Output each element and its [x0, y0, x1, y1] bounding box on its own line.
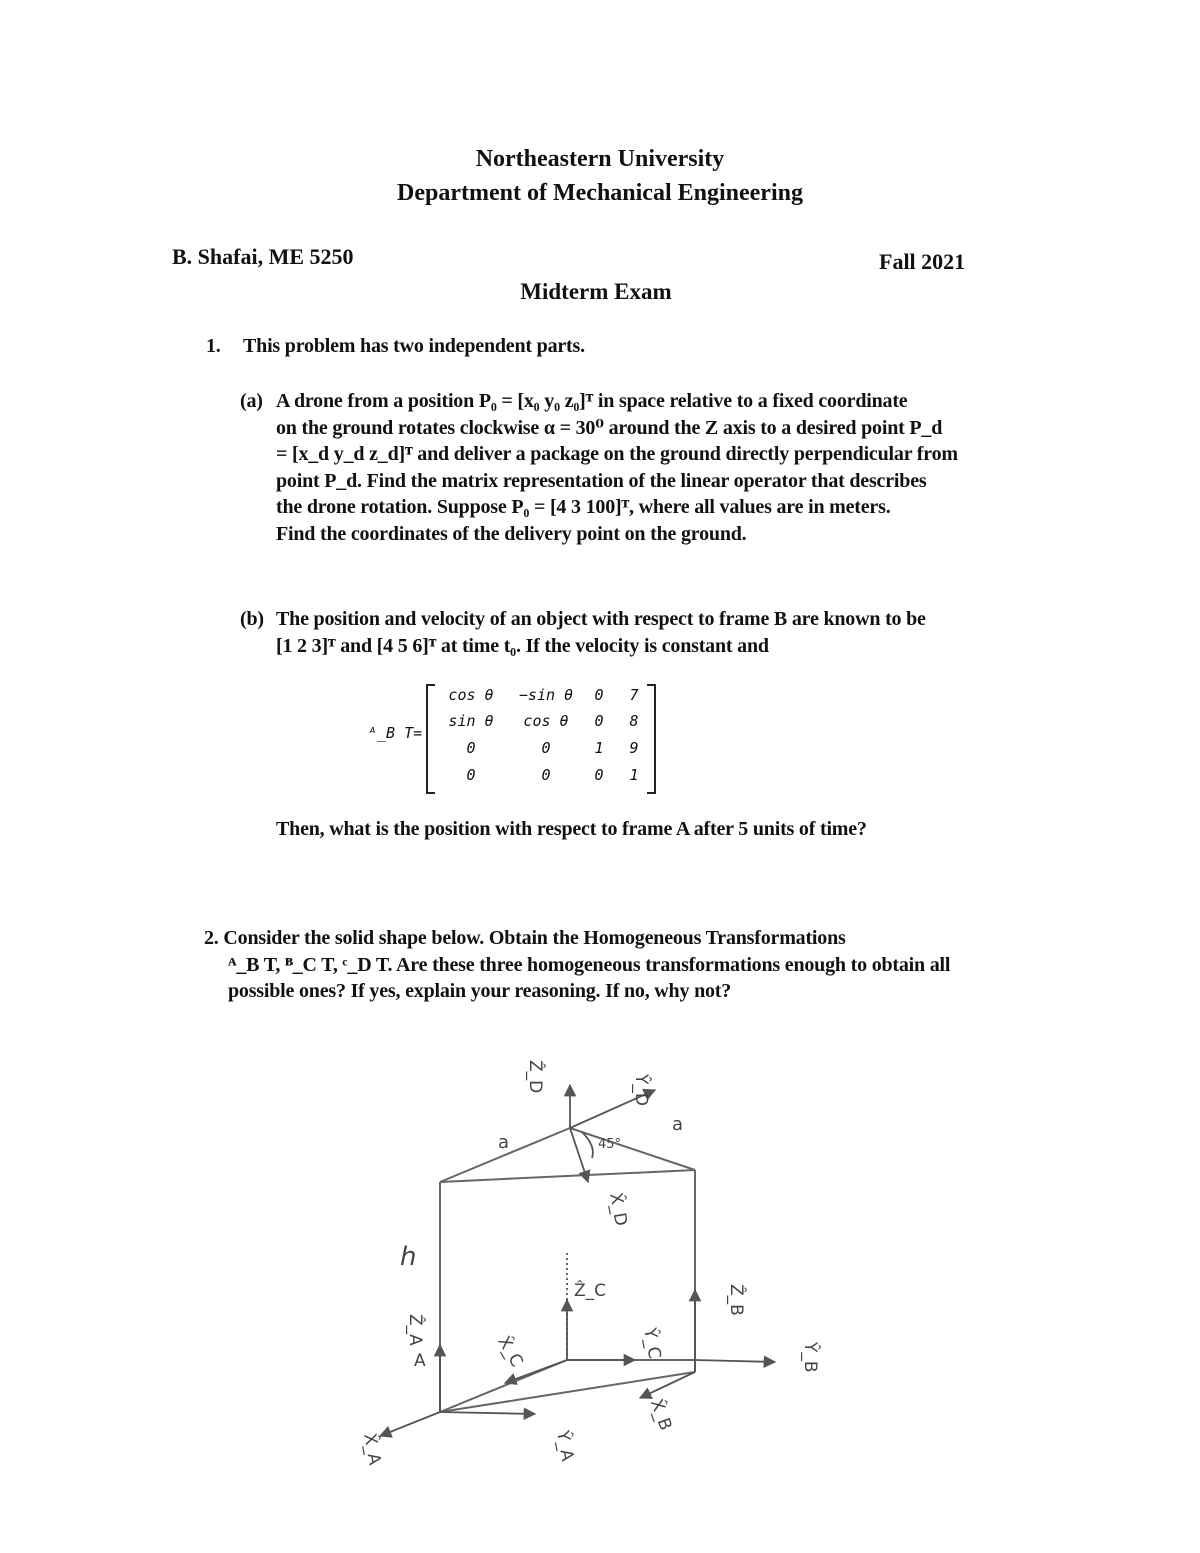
part-a-line-6: Find the coordinates of the delivery point on the ground.	[276, 522, 747, 545]
label-z-c: Ẑ_C	[574, 1281, 607, 1301]
label-z-d: Ẑ_D	[525, 1060, 545, 1094]
problem1-number: 1.	[206, 335, 221, 357]
university-name: Northeastern University	[475, 146, 725, 172]
matrix-cell-r1-c2: −sin θ	[518, 686, 574, 704]
matrix-cell-r3-c3: 1	[594, 739, 604, 757]
part-a-line-3: = [x_d y_d z_d]ᵀ and deliver a package on the ground directly perpendicular from	[276, 443, 958, 465]
matrix-cell-r4-c2: 0	[541, 766, 551, 784]
part-a-line-4: point P_d. Find the matrix representation of the linear operator that describes	[276, 469, 927, 492]
part-a-line-1: A drone from a position P₀ = [x₀ y₀ z₀]ᵀ in space relative to a fixed coordinate	[276, 390, 908, 412]
label-y-d: Ŷ_D	[631, 1074, 651, 1106]
label-h: h	[400, 1242, 417, 1272]
label-x-d: X̂_D	[605, 1191, 631, 1228]
label-a-left: a	[498, 1132, 510, 1153]
part-a-label: (a)	[240, 390, 263, 412]
department-name: Department of Mechanical Engineering	[397, 180, 803, 206]
matrix-cell-r3-c4: 9	[629, 739, 639, 757]
problem2-line-3: possible ones? If yes, explain your reasoning. If no, why not?	[228, 980, 732, 1002]
part-b-line-2: [1 2 3]ᵀ and [4 5 6]ᵀ at time t₀. If the velocity is constant and	[276, 634, 769, 657]
label-y-c: Ŷ_C	[639, 1326, 665, 1361]
exam-title: Midterm Exam	[520, 279, 672, 304]
part-a-line-5: the drone rotation. Suppose P₀ = [4 3 100]ᵀ, where all values are in meters.	[276, 496, 891, 518]
matrix-cell-r1-c1: cos θ	[448, 686, 494, 704]
label-a-mark: A	[414, 1351, 426, 1371]
label-z-b: Ẑ_B	[726, 1284, 746, 1316]
label-y-b: Ŷ_B	[800, 1342, 820, 1373]
matrix-cell-r2-c2: cos θ	[523, 712, 569, 730]
matrix-cell-r2-c4: 8	[629, 712, 639, 730]
axis-y-a	[440, 1412, 535, 1414]
instructor-course: B. Shafai, ME 5250	[172, 244, 354, 269]
label-y-a: Ŷ_A	[552, 1429, 578, 1463]
problem2-line-2: ᴬ_B T, ᴮ_C T, ᶜ_D T. Are these three homogeneous transformations enough to obtain all	[228, 953, 951, 976]
matrix-cell-r1-c4: 7	[629, 686, 639, 704]
matrix-cell-r3-c1: 0	[466, 739, 476, 757]
problem2-line-1: 2. Consider the solid shape below. Obtain the Homogeneous Transformations	[204, 927, 846, 949]
part-b-label: (b)	[240, 608, 264, 630]
matrix-cell-r2-c3: 0	[594, 712, 604, 730]
part-b-line-1: The position and velocity of an object with respect to frame B are known to be	[276, 608, 926, 630]
matrix-label: ᴬ_B T=	[368, 724, 423, 742]
matrix-cell-r4-c3: 0	[594, 766, 604, 784]
label-x-c: X̂_C	[493, 1332, 527, 1371]
label-angle: 45°	[598, 1137, 622, 1152]
part-a-line-2: on the ground rotates clockwise α = 30⁰ around the Z axis to a desired point P_d	[276, 416, 943, 439]
label-a-right: a	[672, 1114, 684, 1135]
matrix-cell-r4-c4: 1	[629, 766, 639, 784]
matrix-cell-r2-c1: sin θ	[448, 712, 494, 730]
label-z-a: Ẑ_A	[405, 1314, 425, 1346]
axis-x-a	[380, 1412, 440, 1436]
problem1-intro: This problem has two independent parts.	[243, 335, 585, 357]
axis-y-b	[695, 1360, 775, 1362]
matrix-cell-r3-c2: 0	[541, 739, 551, 757]
label-x-a: X̂_A	[359, 1431, 385, 1467]
matrix-cell-r4-c1: 0	[466, 766, 476, 784]
matrix-cell-r1-c3: 0	[594, 686, 604, 704]
label-x-b: X̂_B	[645, 1396, 676, 1434]
term: Fall 2021	[879, 249, 966, 274]
edge-top-front	[440, 1170, 695, 1182]
part-b-question: Then, what is the position with respect to frame A after 5 units of time?	[276, 818, 867, 840]
